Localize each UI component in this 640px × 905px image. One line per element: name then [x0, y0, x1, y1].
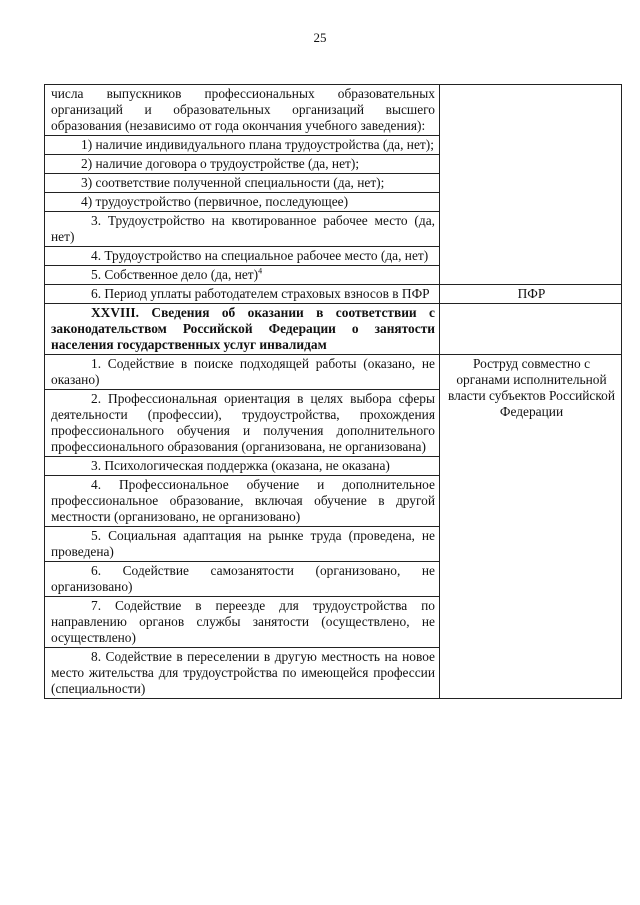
row-text: 2. Профессиональная ориентация в целях выбора сферы деятельности (профессии), трудоустройства, прохождения профессионального обучения и получения дополнительного профессионального образования (организована, не организована)	[51, 391, 435, 454]
table-cell	[45, 457, 440, 476]
row-text: 7. Содействие в переезде для трудоустройства по направлению органов службы занятости (осуществлено, не осуществлено)	[51, 598, 435, 645]
footnote-mark: 4	[258, 266, 263, 276]
table-cell	[45, 174, 440, 193]
table-cell	[45, 212, 440, 247]
right-cell-empty	[440, 304, 622, 355]
row-text: 3. Психологическая поддержка (оказана, не оказана)	[91, 458, 390, 473]
table-cell	[45, 285, 440, 304]
row-text: 3. Трудоустройство на квотированное рабочее место (да, нет)	[51, 213, 435, 244]
table-cell	[45, 648, 440, 699]
row-text: 5. Социальная адаптация на рынке труда (проведена, не проведена)	[51, 528, 435, 559]
table-cell	[45, 155, 440, 174]
row-text: 6. Содействие самозанятости (организовано, не организовано)	[51, 563, 435, 594]
row-text: 2) наличие договора о трудоустройстве (да, нет);	[81, 156, 360, 171]
data-table	[44, 84, 622, 699]
table-row	[45, 304, 622, 355]
table-cell	[45, 562, 440, 597]
table-cell	[45, 247, 440, 266]
table-row	[45, 355, 622, 390]
table-row	[45, 285, 622, 304]
section-title: XXVIII. Сведения об оказании в соответствии с законодательством Российской Федерации о занятости населения государственных услуг инвалидам	[51, 305, 435, 352]
agency-text: Роструд совместно с органами исполнительной власти субъектов Российской Федерации	[447, 356, 616, 419]
table-cell	[45, 527, 440, 562]
page-number: 25	[313, 30, 327, 45]
row-text: 4) трудоустройство (первичное, последующее)	[81, 194, 349, 209]
table-row	[45, 85, 622, 136]
row-text: 1. Содействие в поиске подходящей работы (оказано, не оказано)	[51, 356, 435, 387]
table-cell	[45, 390, 440, 457]
agency-text: ПФР	[517, 286, 546, 301]
row-text: 5. Собственное дело (да, нет)	[91, 267, 259, 282]
table-cell	[45, 355, 440, 390]
agency-cell-rostrud	[440, 355, 622, 699]
table-cell	[45, 193, 440, 212]
table-cell	[45, 136, 440, 155]
section-heading	[45, 304, 440, 355]
table-cell	[45, 597, 440, 648]
table-cell	[45, 85, 440, 136]
row-text: 1) наличие индивидуального плана трудоустройства (да, нет);	[81, 137, 434, 152]
row-text: 8. Содействие в переселении в другую местность на новое место жительства для трудоустройства по имеющейся профессии (специальности)	[51, 649, 435, 696]
table-cell	[45, 266, 440, 285]
row-text: 3) соответствие полученной специальности (да, нет);	[81, 175, 385, 190]
row-text: 6. Период уплаты работодателем страховых взносов в ПФР	[91, 286, 430, 301]
row-text: 4. Профессиональное обучение и дополнительное профессиональное образование, включая обучение в другой местности (организовано, не организовано)	[51, 477, 435, 524]
row-text: числа выпускников профессиональных образовательных организаций и образовательных организаций высшего образования (независимо от года окончания учебного заведения):	[51, 86, 435, 133]
table-cell	[45, 476, 440, 527]
right-cell-empty	[440, 85, 622, 285]
agency-cell-pfr	[440, 285, 622, 304]
row-text: 4. Трудоустройство на специальное рабочее место (да, нет)	[91, 248, 429, 263]
